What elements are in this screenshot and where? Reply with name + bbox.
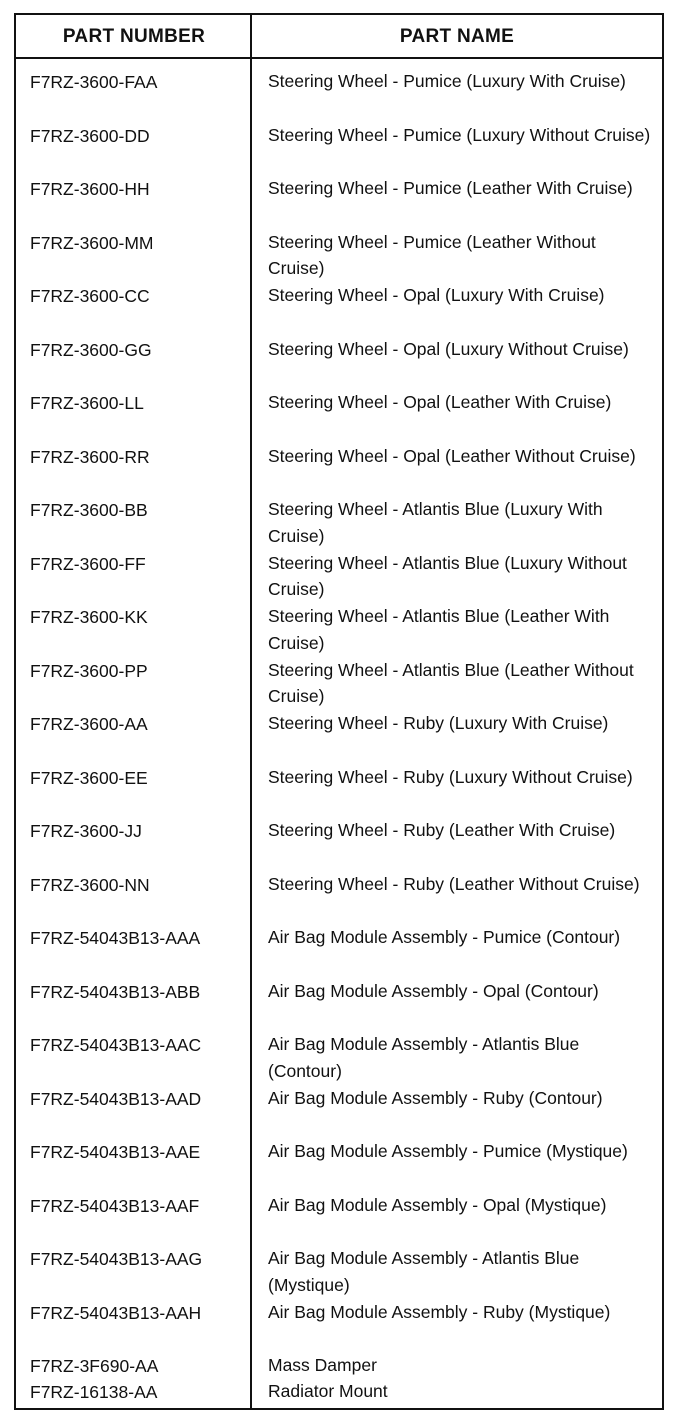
part-number-cell: F7RZ-3600-EE	[30, 767, 148, 788]
parts-table	[14, 13, 664, 1410]
table-row	[16, 1248, 662, 1302]
part-name-cell: Air Bag Module Assembly - Pumice (Contour)	[268, 927, 621, 947]
part-number-cell: F7RZ-3600-DD	[30, 125, 150, 146]
part-name-cell: Steering Wheel - Pumice (Leather With Cruise)	[268, 178, 633, 198]
table-row	[16, 1381, 662, 1407]
part-name-cell: Steering Wheel - Ruby (Leather Without Cruise)	[268, 873, 640, 894]
table-row	[16, 820, 662, 874]
part-name-cell: Radiator Mount	[268, 1381, 388, 1401]
part-name-cell: Steering Wheel - Atlantis Blue (Leather Without Cruise)	[268, 659, 634, 706]
table-row	[16, 1088, 662, 1142]
part-name-cell: Steering Wheel - Opal (Luxury Without Cruise)	[268, 338, 629, 359]
part-name-cell: Steering Wheel - Opal (Luxury With Cruise)	[268, 285, 605, 305]
part-name-cell: Steering Wheel - Atlantis Blue (Leather With Cruise)	[268, 606, 610, 653]
part-number-cell: F7RZ-54043B13-AAC	[30, 1035, 202, 1055]
part-name-cell: Steering Wheel - Pumice (Leather Without Cruise)	[268, 231, 596, 278]
part-number-cell: F7RZ-3600-HH	[30, 179, 150, 199]
table-row	[16, 339, 662, 393]
table-row	[16, 178, 662, 232]
part-name-cell: Steering Wheel - Atlantis Blue (Luxury Without Cruise)	[268, 552, 627, 599]
part-number-cell: F7RZ-54043B13-AAF	[30, 1195, 200, 1216]
part-number-cell: F7RZ-3F690-AA	[30, 1356, 159, 1376]
part-name-cell: Steering Wheel - Ruby (Luxury With Cruise)	[268, 713, 609, 733]
table-row	[16, 71, 662, 125]
table-row	[16, 285, 662, 339]
part-name-cell: Air Bag Module Assembly - Ruby (Contour)	[268, 1087, 603, 1108]
table-row	[16, 1141, 662, 1195]
part-name-cell: Steering Wheel - Ruby (Luxury Without Cruise)	[268, 766, 633, 787]
part-number-cell: F7RZ-54043B13-AAA	[30, 928, 201, 948]
table-row	[16, 1195, 662, 1249]
part-number-cell: F7RZ-3600-GG	[30, 339, 152, 360]
table-body	[16, 71, 662, 1407]
table-row	[16, 446, 662, 500]
part-number-cell: F7RZ-3600-AA	[30, 714, 148, 734]
part-number-cell: F7RZ-54043B13-AAG	[30, 1249, 203, 1269]
table-row	[16, 927, 662, 981]
table-row	[16, 767, 662, 821]
part-number-cell: F7RZ-3600-RR	[30, 446, 150, 467]
part-number-cell: F7RZ-54043B13-AAE	[30, 1142, 201, 1162]
table-row	[16, 392, 662, 446]
part-name-cell: Air Bag Module Assembly - Atlantis Blue (Mystique)	[268, 1248, 580, 1295]
part-number-cell: F7RZ-3600-FAA	[30, 72, 158, 92]
part-number-cell: F7RZ-3600-LL	[30, 393, 144, 413]
part-number-cell: F7RZ-54043B13-ABB	[30, 981, 201, 1002]
part-name-cell: Air Bag Module Assembly - Ruby (Mystique)	[268, 1301, 611, 1322]
header-part-name: PART NAME	[399, 26, 515, 47]
table-row	[16, 553, 662, 607]
part-number-cell: F7RZ-3600-CC	[30, 286, 150, 306]
table-row	[16, 232, 662, 286]
part-name-cell: Steering Wheel - Ruby (Leather With Cruise)	[268, 820, 616, 840]
part-name-cell: Air Bag Module Assembly - Atlantis Blue (Contour)	[268, 1034, 580, 1081]
header-part-number: PART NUMBER	[62, 26, 206, 47]
table-row	[16, 713, 662, 767]
part-number-cell: F7RZ-3600-FF	[30, 553, 146, 574]
part-number-cell: F7RZ-3600-KK	[30, 607, 148, 627]
part-name-cell: Steering Wheel - Opal (Leather With Cruise)	[268, 392, 612, 412]
table-row	[16, 874, 662, 928]
table-row	[16, 499, 662, 553]
part-name-cell: Steering Wheel - Atlantis Blue (Luxury With Cruise)	[268, 499, 603, 546]
table-row	[16, 660, 662, 714]
part-number-cell: F7RZ-3600-BB	[30, 500, 148, 520]
part-name-cell: Steering Wheel - Opal (Leather Without Cruise)	[268, 445, 636, 466]
part-name-cell: Air Bag Module Assembly - Opal (Mystique)	[268, 1194, 607, 1215]
part-number-cell: F7RZ-54043B13-AAH	[30, 1302, 202, 1323]
table-row	[16, 1302, 662, 1356]
table-row	[16, 125, 662, 179]
part-number-cell: F7RZ-54043B13-AAD	[30, 1088, 202, 1109]
table-header-row	[16, 15, 662, 59]
part-number-cell: F7RZ-3600-JJ	[30, 821, 142, 841]
part-name-cell: Air Bag Module Assembly - Opal (Contour)	[268, 980, 599, 1001]
part-number-cell: F7RZ-3600-NN	[30, 874, 150, 895]
part-number-cell: F7RZ-16138-AA	[30, 1382, 158, 1402]
part-name-cell: Air Bag Module Assembly - Pumice (Mystique)	[268, 1141, 628, 1161]
part-name-cell: Steering Wheel - Pumice (Luxury With Cruise)	[268, 71, 626, 91]
table-row	[16, 981, 662, 1035]
part-number-cell: F7RZ-3600-MM	[30, 232, 154, 253]
part-number-cell: F7RZ-3600-PP	[30, 660, 148, 681]
table-row	[16, 1034, 662, 1088]
part-name-cell: Steering Wheel - Pumice (Luxury Without Cruise)	[268, 124, 651, 145]
table-row	[16, 606, 662, 660]
part-name-cell: Mass Damper	[268, 1355, 377, 1375]
